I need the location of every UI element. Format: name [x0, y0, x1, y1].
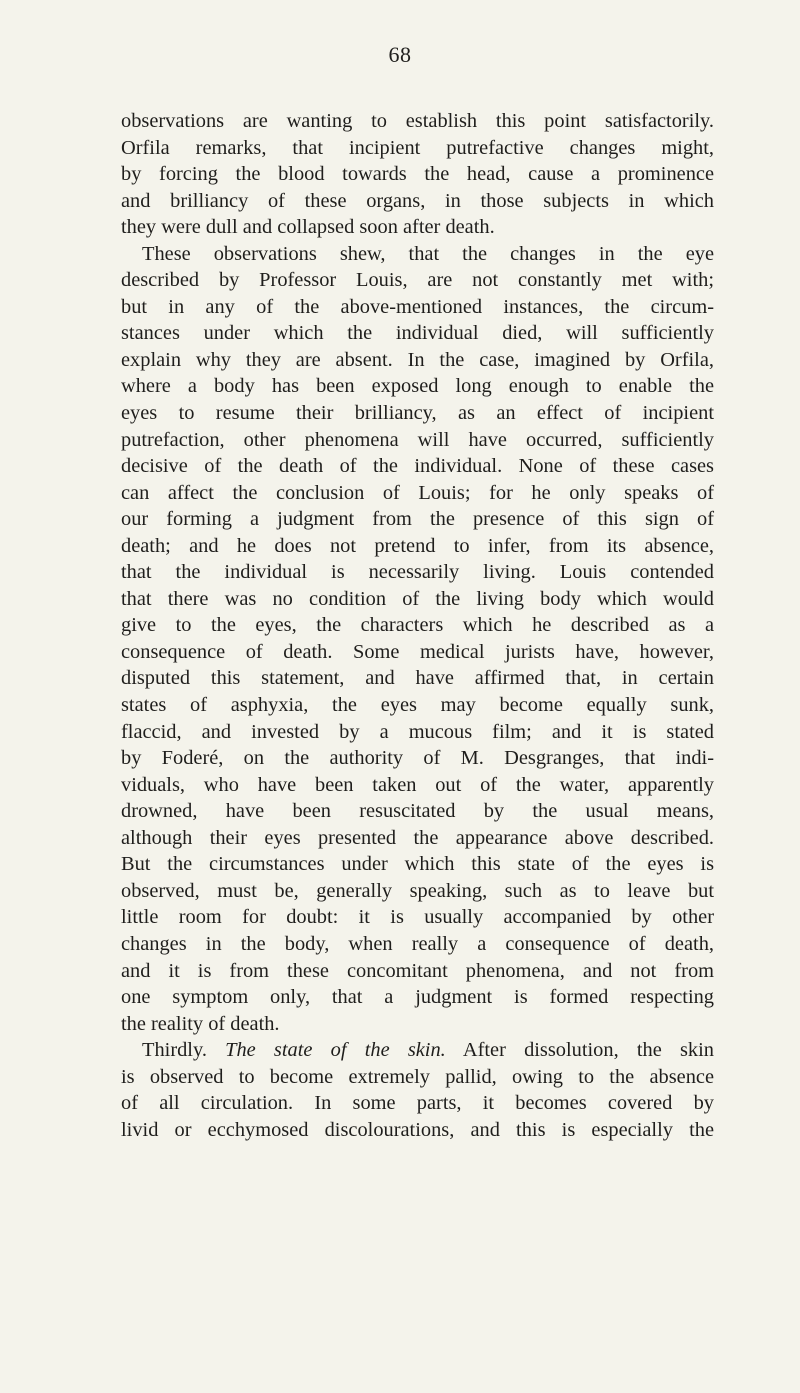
text-line: that the individual is necessarily living. Louis contended: [121, 561, 714, 584]
text-line: viduals, who have been taken out of the water, apparently: [121, 773, 714, 796]
text-line: little room for doubt: it is usually accompanied by other: [121, 906, 714, 929]
text-line: consequence of death. Some medical jurists have, however,: [121, 640, 714, 663]
text-line: but in any of the above-mentioned instances, the circum-: [121, 295, 714, 318]
text-line: by Foderé, on the authority of M. Desgranges, that indi-: [121, 747, 714, 770]
text-line: that there was no condition of the living body which would: [121, 587, 714, 610]
text-line: the reality of death.: [121, 1012, 280, 1035]
text-line: Orfila remarks, that incipient putrefactive changes might,: [121, 136, 714, 159]
paragraph: [121, 1037, 714, 1143]
text-line: by forcing the blood towards the head, cause a prominence: [121, 163, 714, 186]
text-line: changes in the body, when really a consequence of death,: [121, 932, 714, 955]
text-line-rest: After dissolution, the skin: [462, 1039, 714, 1062]
text-line: observations are wanting to establish this point satisfactorily.: [121, 110, 714, 132]
text-line: observed, must be, generally speaking, such as to leave but: [121, 879, 714, 902]
text-line: putrefaction, other phenomena will have occurred, sufficiently: [121, 428, 714, 451]
text-line: of all circulation. In some parts, it becomes covered by: [121, 1092, 714, 1115]
paragraph: [121, 241, 714, 1037]
text-line: death; and he does not pretend to infer, from its absence,: [121, 534, 714, 557]
paragraph: [121, 108, 714, 241]
text-line: decisive of the death of the individual. None of these cases: [121, 455, 714, 478]
body-text: [121, 108, 714, 1143]
text-line: [121, 1037, 714, 1064]
text-line: flaccid, and invested by a mucous film; and it is stated: [121, 720, 714, 743]
text-line: can affect the conclusion of Louis; for he only speaks of: [121, 481, 714, 504]
text-line: although their eyes presented the appearance above described.: [121, 826, 714, 849]
text-line: explain why they are absent. In the case, imagined by Orfila,: [121, 348, 714, 371]
text-line: eyes to resume their brilliancy, as an effect of incipient: [121, 402, 714, 425]
text-line: states of asphyxia, the eyes may become equally sunk,: [121, 694, 714, 717]
text-line: drowned, have been resuscitated by the usual means,: [121, 800, 714, 823]
text-line: stances under which the individual died, will sufficiently: [121, 322, 714, 345]
text-line: disputed this statement, and have affirmed that, in certain: [121, 667, 714, 690]
text-line: where a body has been exposed long enough to enable the: [121, 375, 714, 398]
page-number: 68: [388, 42, 412, 67]
text-line: our forming a judgment from the presence of this sign of: [121, 508, 714, 531]
text-line: These observations shew, that the changes in the eye: [142, 242, 714, 265]
section-lead: Thirdly.: [142, 1039, 207, 1062]
text-line: But the circumstances under which this state of the eyes is: [121, 853, 714, 876]
text-line: they were dull and collapsed soon after death.: [121, 216, 495, 239]
text-line: one symptom only, that a judgment is formed respecting: [121, 986, 714, 1009]
text-line: is observed to become extremely pallid, owing to the absence: [121, 1065, 714, 1088]
text-line: livid or ecchymosed discolourations, and this is especially the: [121, 1118, 714, 1141]
text-line: and brilliancy of these organs, in those subjects in which: [121, 189, 714, 212]
section-heading-italic: The state of the skin.: [225, 1039, 446, 1062]
text-line: give to the eyes, the characters which he described as a: [121, 614, 714, 637]
text-line: and it is from these concomitant phenomena, and not from: [121, 959, 714, 982]
text-line: described by Professor Louis, are not constantly met with;: [121, 269, 714, 292]
